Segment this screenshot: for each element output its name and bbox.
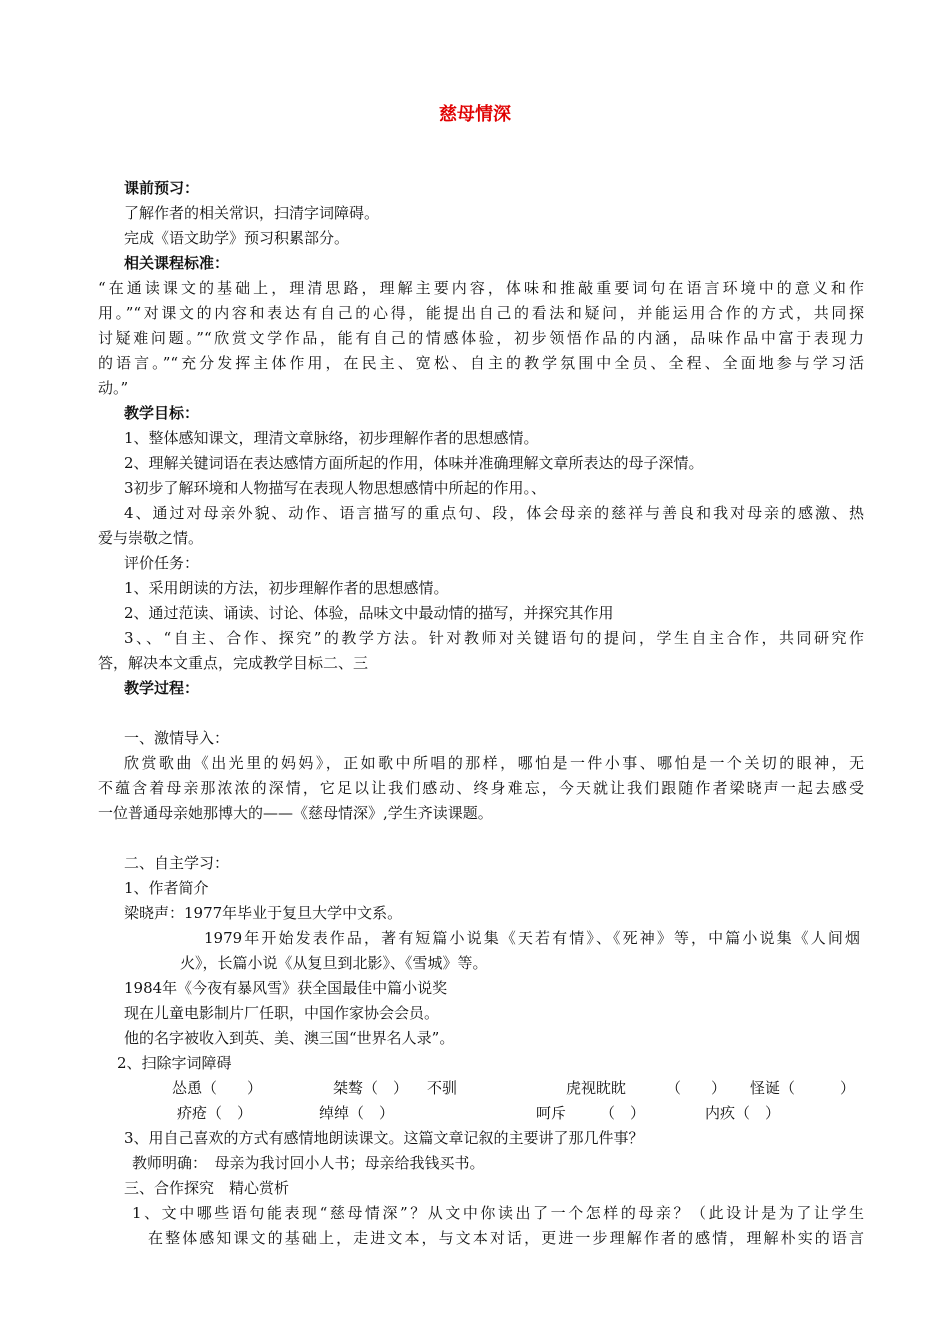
cooperation-heading: 三、合作探究 精心赏析 xyxy=(124,1179,290,1197)
word-blank: （ ） xyxy=(666,1079,727,1097)
word-blank: 绰绰（ ） xyxy=(319,1104,395,1122)
word-blank: 疥疮（ ） xyxy=(177,1104,253,1122)
eval-heading: 评价任务： xyxy=(124,554,200,572)
intro-heading: 一、激情导入： xyxy=(124,729,230,747)
words-heading: 2、扫除字词障碍 xyxy=(117,1054,232,1072)
read-aloud-line: 3、用自己喜欢的方式有感情地朗读课文。这篇文章记叙的主要讲了那几件事？ xyxy=(124,1129,644,1147)
word-blank: 虎视眈眈 xyxy=(566,1079,627,1097)
word-blank: 不驯 xyxy=(427,1079,458,1097)
author-line: 现在儿童电影制片厂任职，中国作家协会会员。 xyxy=(124,1004,440,1022)
author-line: 梁晓声：1977年毕业于复旦大学中文系。 xyxy=(124,904,403,922)
word-blank: 怂恿（ ） xyxy=(172,1079,263,1097)
standards-paragraph-line: 动。” xyxy=(98,379,129,397)
goal-line: 爱与崇敬之情。 xyxy=(98,529,204,547)
word-blank: （ ） xyxy=(600,1104,646,1122)
word-blank: 内疚（ ） xyxy=(705,1104,781,1122)
goal-line: 3初步了解环境和人物描写在表现人物思想感情中所起的作用。、 xyxy=(124,479,547,497)
standards-paragraph-line: “在通读课文的基础上，理清思路，理解主要内容，体味和推敲重要词句在语言环境中的意义和作 xyxy=(98,279,864,297)
page-title: 慈母情深 xyxy=(439,104,511,125)
standards-heading: 相关课程标准： xyxy=(124,254,230,272)
goals-heading: 教学目标： xyxy=(124,404,200,422)
goal-line: 2、理解关键词语在表达感情方面所起的作用，体味并准确理解文章所表达的母子深情。 xyxy=(124,454,704,472)
goal-line: 1、整体感知课文，理清文章脉络，初步理解作者的思想感情。 xyxy=(124,429,539,447)
intro-line: 不蕴含着母亲那浓浓的深情，它足以让我们感动、终身难忘，今天就让我们跟随作者梁晓声一起去感受 xyxy=(98,779,864,797)
word-blank: 怪诞（ ） xyxy=(750,1079,856,1097)
preview-item: 了解作者的相关常识，扫清字词障碍。 xyxy=(124,204,380,222)
author-line: 1979年开始发表作品，著有短篇小说集《天若有情》、《死神》等，中篇小说集《人间烟 xyxy=(204,929,860,947)
teacher-line: 教师明确： 母亲为我讨回小人书；母亲给我钱买书。 xyxy=(132,1154,485,1172)
preview-heading: 课前预习： xyxy=(124,179,200,197)
eval-line: 1、采用朗读的方法，初步理解作者的思想感情。 xyxy=(124,579,449,597)
goal-line: 4、通过对母亲外貌、动作、语言描写的重点句、段，体会母亲的慈祥与善良和我对母亲的感激、热 xyxy=(124,504,864,522)
self-study-heading: 二、自主学习： xyxy=(124,854,230,872)
cooperation-line: 1、文中哪些语句能表现“慈母情深”？从文中你读出了一个怎样的母亲？（此设计是为了让学生 xyxy=(132,1204,864,1222)
author-heading: 1、作者简介 xyxy=(124,879,209,897)
eval-line: 答，解决本文重点，完成教学目标二、三 xyxy=(98,654,369,672)
word-blank: 桀骜（ ） xyxy=(333,1079,409,1097)
standards-paragraph-line: 讨疑难问题。”“欣赏文学作品，能有自己的情感体验，初步领悟作品的内涵，品味作品中富于表现力 xyxy=(98,329,864,347)
eval-line: 3、、“自主、合作、探究”的教学方法。针对教师对关键语句的提问，学生自主合作，共同研究作 xyxy=(124,629,864,647)
author-line: 他的名字被收入到英、美、澳三国“世界名人录”。 xyxy=(124,1029,455,1047)
standards-paragraph-line: 用。”“对课文的内容和表达有自己的心得，能提出自己的看法和疑问，并能运用合作的方式，共同探 xyxy=(98,304,864,322)
author-line: 火》，长篇小说《从复旦到北影》、《雪城》等。 xyxy=(180,954,488,972)
process-heading: 教学过程： xyxy=(124,679,200,697)
author-line: 1984年《今夜有暴风雪》获全国最佳中篇小说奖 xyxy=(124,979,448,997)
preview-item: 完成《语文助学》预习积累部分。 xyxy=(124,229,350,247)
cooperation-line: 在整体感知课文的基础上，走进文本，与文本对话，更进一步理解作者的感情，理解朴实的语言 xyxy=(148,1229,864,1247)
standards-paragraph-line: 的语言。”“充分发挥主体作用，在民主、宽松、自主的教学氛围中全员、全程、全面地参与学习活 xyxy=(98,354,864,372)
eval-line: 2、通过范读、诵读、讨论、体验，品味文中最动情的描写，并探究其作用 xyxy=(124,604,614,622)
intro-line: 一位普通母亲她那博大的——《慈母情深》,学生齐读课题。 xyxy=(98,804,493,822)
intro-line: 欣赏歌曲《出光里的妈妈》，正如歌中所唱的那样，哪怕是一件小事、哪怕是一个关切的眼神，无 xyxy=(124,754,864,772)
word-blank: 呵斥 xyxy=(536,1104,567,1122)
